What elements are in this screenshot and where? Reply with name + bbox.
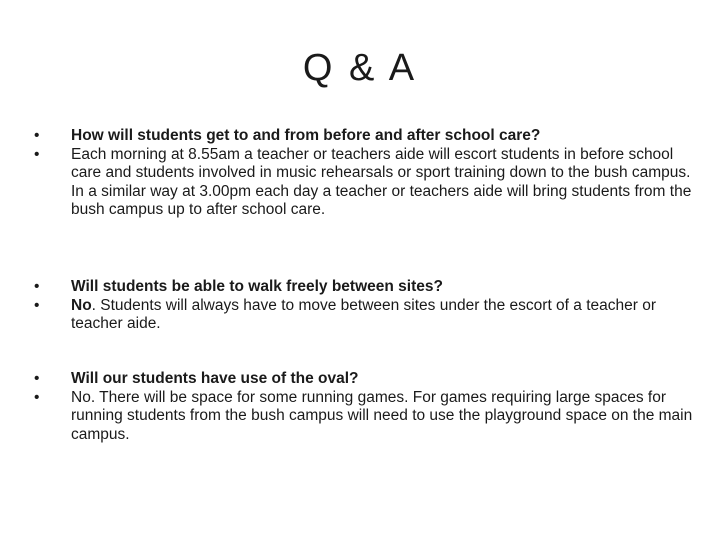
qa-block-use-of-oval [34,370,694,444]
question-item [34,370,694,389]
answer-text: No. There will be space for some running games. For games requiring large spaces for running students from the bush campus will need to use the playground space on the main campus. [71,388,693,443]
question-item [34,278,694,297]
answer-text: . Students will always have to move between sites under the escort of a teacher or teacher aide. [71,296,656,332]
answer-item [34,146,694,220]
bullet-icon: • [34,370,40,387]
answer-item [34,389,694,445]
bullet-icon: • [34,127,40,144]
answer-item [34,297,694,334]
question-item [34,127,694,146]
qa-block-before-after-care [34,127,694,220]
slide-title: Q & A [302,47,418,89]
qa-block-walk-between-sites [34,278,694,334]
answer-lead-text: No [71,296,92,314]
bullet-icon: • [34,145,40,163]
answer-text: Each morning at 8.55am a teacher or teachers aide will escort students in before school care and students involved in music rehearsals or sport training down to the bush campus. In a similar way at 3.00pm each day a teacher or teachers aide will bring students from the bush campus up to after school care. [71,145,692,218]
question-text: Will students be able to walk freely between sites? [71,278,443,295]
bullet-icon: • [34,278,40,295]
question-text: How will students get to and from before and after school care? [71,127,541,144]
bullet-icon: • [34,296,40,314]
question-text: Will our students have use of the oval? [71,370,359,387]
bullet-icon: • [34,388,40,406]
